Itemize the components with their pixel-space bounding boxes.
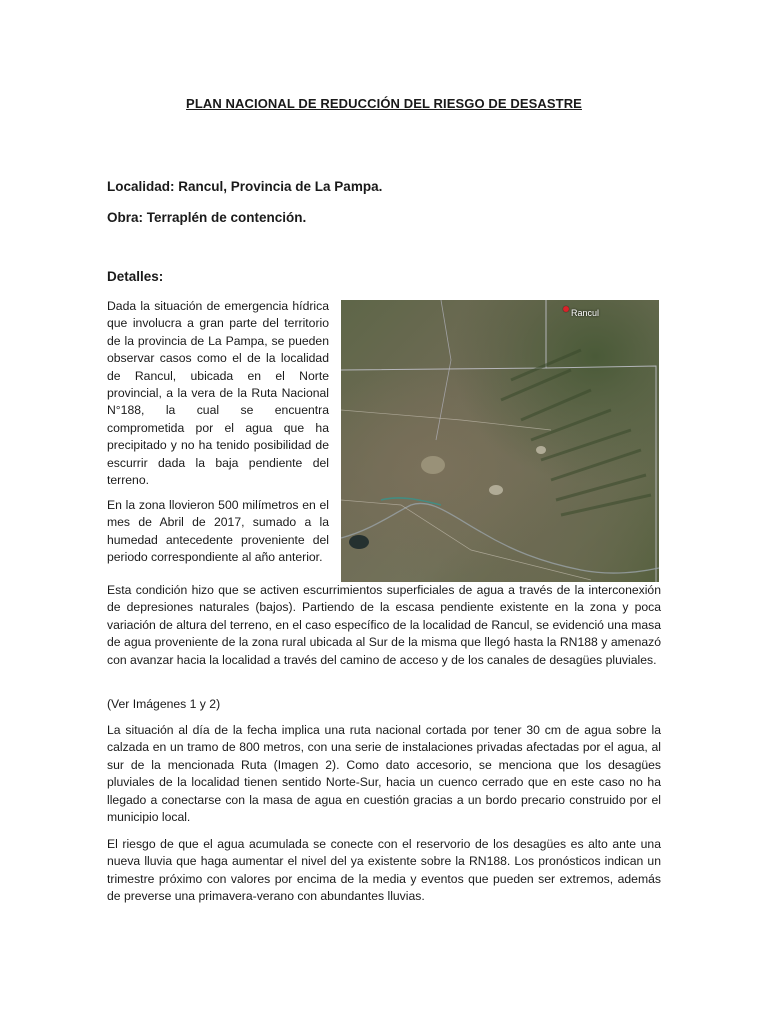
location-pin-icon — [563, 306, 569, 312]
map-label-rancul: Rancul — [571, 308, 600, 318]
paragraph-situacion: La situación al día de la fecha implica una ruta nacional cortada por tener 30 cm de agua sobre la calzada en un tramo de 800 metros, con una serie de instalaciones privadas afectadas por el agua, al sur de la mencionada Ruta (Imagen 2). Como dato accesorio, se menciona que los desagües pluviales de la localidad tienen sentido Norte-Sur, hacia un cuenco cerrado que en este caso no ha llegado a conectarse con la masa de agua en cuestión gracias a un bordo precario construido por el municipio local. — [107, 723, 661, 825]
paragraph-lluvias-wrapped: En la zona llovieron 500 milímetros en el mes de Abril de 2017, sumado a la humedad antecedente proveniente del periodo correspondiente al año anterior. — [107, 498, 329, 565]
document-title: PLAN NACIONAL DE REDUCCIÓN DEL RIESGO DE DESASTRE — [186, 96, 582, 111]
paragraph-emergencia: Dada la situación de emergencia hídrica que involucra a gran parte del territorio de la provincia de La Pampa, se pueden observar casos como el de la localidad de Rancul, ubicada en el Norte provincial, a la vera de la Ruta Nacional N°188, la cual se encuentra comprometida por el agua que ha precipitado y no ha tenido posibilidad de escurrir dada la baja pendiente del terreno. — [107, 299, 329, 488]
localidad-heading: Localidad: Rancul, Provincia de La Pampa. — [107, 179, 383, 194]
map-terrain-overlay — [341, 300, 659, 582]
obra-heading: Obra: Terraplén de contención. — [107, 210, 307, 225]
paragraph-riesgo: El riesgo de que el agua acumulada se conecte con el reservorio de los desagües es alto ante una nueva lluvia que haga aumentar el nivel del ya existente sobre la RN188. Los pronósticos indican un trimestre próximo con valores por encima de la media y eventos que pueden ser extremos, además de preverse una primavera-verano con abundantes lluvias. — [107, 837, 661, 904]
detalles-heading: Detalles: — [107, 269, 164, 284]
satellite-map-image — [341, 300, 659, 582]
paragraph-ver-imagenes: (Ver Imágenes 1 y 2) — [107, 697, 221, 711]
paragraph-lluvias-continued: Esta condición hizo que se activen escurrimientos superficiales de agua a través de la interconexión de depresiones naturales (bajos). Partiendo de la escasa pendiente existente en la zona y poca variación de altura del terreno, en el caso específico de la localidad de Rancul, se evidenció una masa de agua proveniente de la zona rural ubicada al Sur de la misma que llegó hasta la RN188 y amenazó con avanzar hacia la localidad a través del camino de acceso y de los canales de desagües pluviales. — [107, 583, 661, 667]
